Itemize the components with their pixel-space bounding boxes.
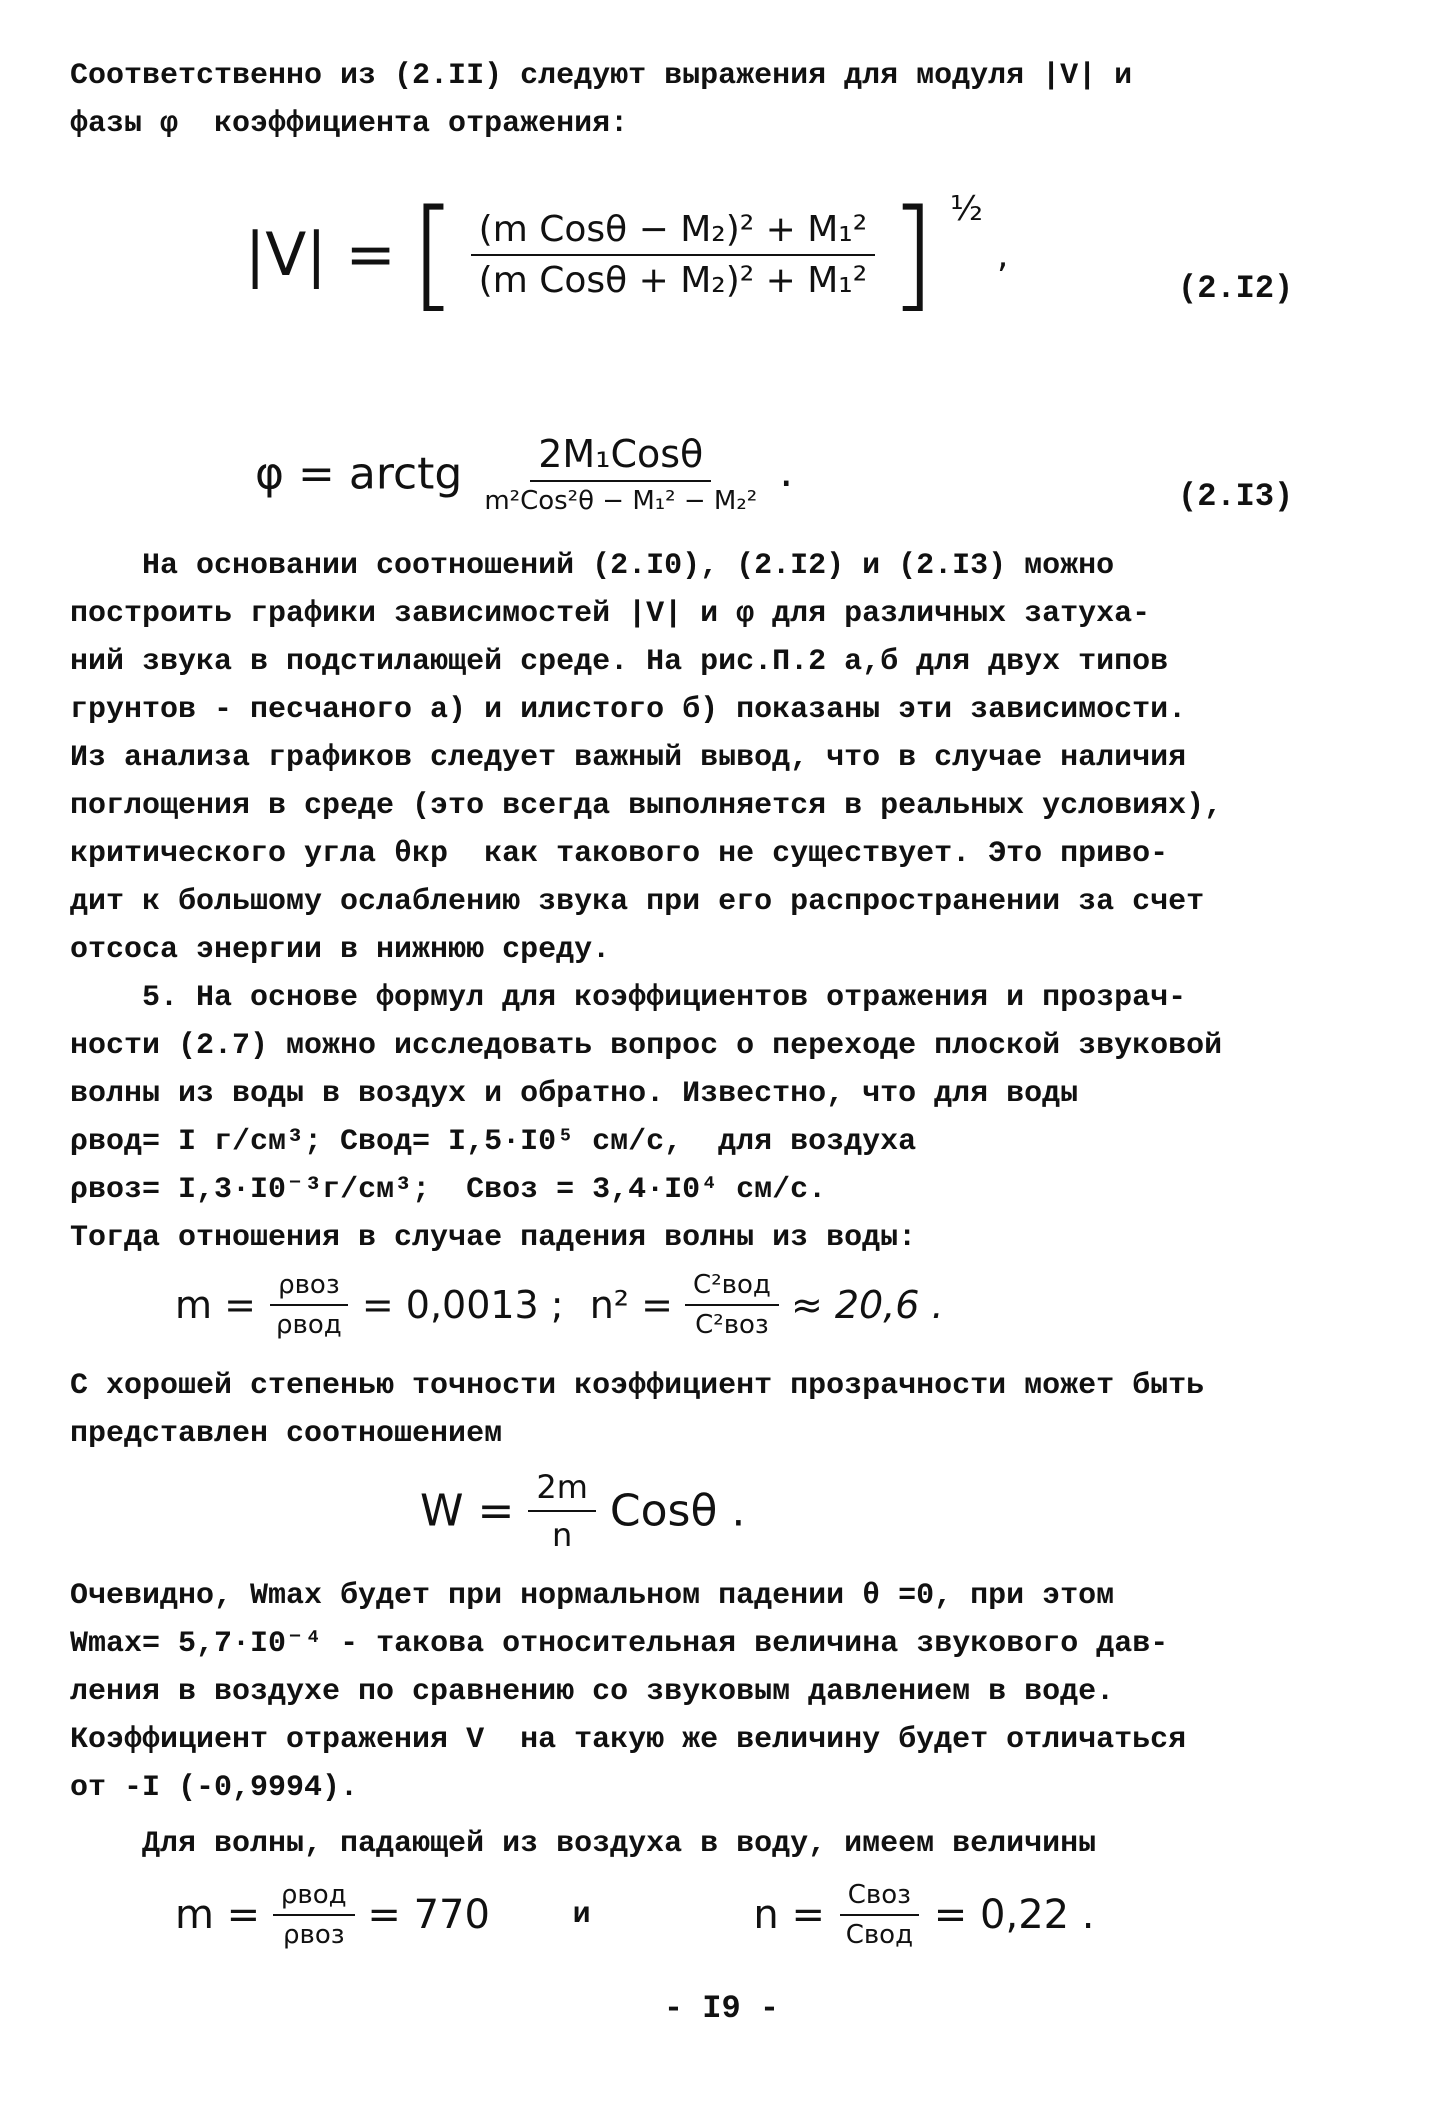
eq12-denominator: (m Cosθ + M₂)² + M₁² xyxy=(478,260,868,301)
eq13-lhs: φ = arctg xyxy=(255,448,463,500)
eqm-den: ρвод xyxy=(276,1310,342,1340)
para1-line-8: дит к большому ослаблению звука при его распространении за счет xyxy=(70,885,1205,919)
page-number: - I9 - xyxy=(663,1990,780,2027)
equation-last xyxy=(175,1880,1095,1950)
para4-line-3: ления в воздухе по сравнению со звуковым давлением в воде. xyxy=(70,1675,1115,1709)
equation-2-12 xyxy=(245,185,1009,324)
eqlast-n-fraction xyxy=(838,1880,921,1950)
para1-line-1: На основании соотношений (2.I0), (2.I2) и (2.I3) можно xyxy=(70,549,1115,583)
eq13-denominator: m²Cos²θ − M₁² − M₂² xyxy=(484,486,758,516)
eqm-fraction xyxy=(268,1270,350,1340)
eq12-numerator: (m Cosθ − M₂)² + M₁² xyxy=(471,209,876,256)
eqn2-lhs: n² = xyxy=(589,1283,673,1327)
eq13-fraction xyxy=(476,432,765,516)
eq12-lhs: |V| = xyxy=(245,220,396,290)
eqlast-m-value: = 770 xyxy=(367,1892,490,1938)
para1-line-3: ний звука в подстилающей среде. На рис.П.2 а,б для двух типов xyxy=(70,645,1169,679)
eqlast-n-num: Cвоз xyxy=(840,1880,919,1916)
eqn2-num: C²вод xyxy=(685,1270,779,1306)
eqw-fraction xyxy=(528,1468,596,1554)
eqm-lhs: m = xyxy=(175,1283,256,1327)
intro-line-2: фазы φ коэффициента отражения: xyxy=(70,107,629,141)
eq12-tail: , xyxy=(996,235,1009,276)
equation-m-n2 xyxy=(175,1270,944,1340)
para4-line-2: Wmax= 5,7·I0⁻⁴ - такова относительная величина звукового дав- xyxy=(70,1627,1169,1661)
eqlast-n-den: Cвод xyxy=(845,1920,914,1950)
para2-line-1: 5. На основе формул для коэффициентов отражения и прозрач- xyxy=(70,981,1187,1015)
eqw-lhs: W = xyxy=(420,1485,515,1537)
intro-line-1: Соответственно из (2.II) следуют выражения для модуля |V| и xyxy=(70,59,1133,93)
para2-line-3: волны из воды в воздух и обратно. Известно, что для воды xyxy=(70,1077,1079,1111)
eqlast-n-value: = 0,22 . xyxy=(933,1892,1095,1938)
equation-2-13 xyxy=(255,432,793,516)
eq12-left-bracket: [ xyxy=(409,185,457,324)
eq13-number: (2.I3) xyxy=(1178,478,1294,515)
equation-w xyxy=(420,1468,745,1554)
eqw-tail: Cosθ . xyxy=(609,1485,746,1537)
eqn2-value: ≈ 20,6 . xyxy=(790,1283,944,1327)
eq12-right-bracket: ] xyxy=(889,185,936,324)
eqlast-m-fraction xyxy=(273,1880,355,1950)
eqlast-n: n = xyxy=(753,1892,825,1938)
para1-line-9: отсоса энергии в нижнюю среду. xyxy=(70,933,611,967)
eqlast-m-num: ρвод xyxy=(273,1880,355,1916)
para1-line-2: построить графики зависимостей |V| и φ для различных затуха- xyxy=(70,597,1151,631)
para4-line-1: Очевидно, Wmax будет при нормальном падении θ =0, при этом xyxy=(70,1579,1115,1613)
eqlast-m-den: ρвоз xyxy=(283,1920,345,1950)
eqm-num: ρвоз xyxy=(270,1270,348,1306)
para1-line-5: Из анализа графиков следует важный вывод, что в случае наличия xyxy=(70,741,1187,775)
eqw-den: n xyxy=(551,1516,573,1554)
para3-line-2: представлен соотношением xyxy=(70,1417,503,1451)
eqm-value: = 0,0013 ; xyxy=(361,1283,564,1327)
para1-line-4: грунтов - песчаного а) и илистого б) показаны эти зависимости. xyxy=(70,693,1187,727)
eq13-numerator: 2M₁Cosθ xyxy=(530,432,711,482)
para4-line-4: Коэффициент отражения V на такую же величину будет отличаться xyxy=(70,1723,1187,1757)
eqw-num: 2m xyxy=(528,1468,596,1512)
para4-line-5: от -I (-0,9994). xyxy=(70,1771,359,1805)
eqn2-den: C²воз xyxy=(695,1310,769,1340)
para1-line-7: критического угла θкр как такового не существует. Это приво- xyxy=(70,837,1169,871)
para1-line-6: поглощения в среде (это всегда выполняется в реальных условиях), xyxy=(70,789,1223,823)
para3-line-1: С хорошей степенью точности коэффициент прозрачности может быть xyxy=(70,1369,1205,1403)
eq12-number: (2.I2) xyxy=(1178,270,1294,307)
eq13-tail: . xyxy=(779,446,794,497)
then-line: Тогда отношения в случае падения волны из воды: xyxy=(70,1221,917,1255)
para2-line-2: ности (2.7) можно исследовать вопрос о переходе плоской звуковой xyxy=(70,1029,1223,1063)
water-values-line: ρвод= I г/см³; Cвод= I,5·I0⁵ см/с, для воздуха xyxy=(70,1125,917,1159)
eqlast-and: и xyxy=(572,1898,591,1932)
eq12-power: ½ xyxy=(949,189,983,229)
eqlast-m: m = xyxy=(175,1892,261,1938)
para5-line: Для волны, падающей из воздуха в воду, имеем величины xyxy=(70,1827,1097,1861)
air-values-line: ρвоз= I,3·I0⁻³г/см³; Cвоз = 3,4·I0⁴ см/с. xyxy=(70,1173,827,1207)
eqn2-fraction xyxy=(685,1270,779,1340)
eq12-fraction xyxy=(471,209,876,301)
